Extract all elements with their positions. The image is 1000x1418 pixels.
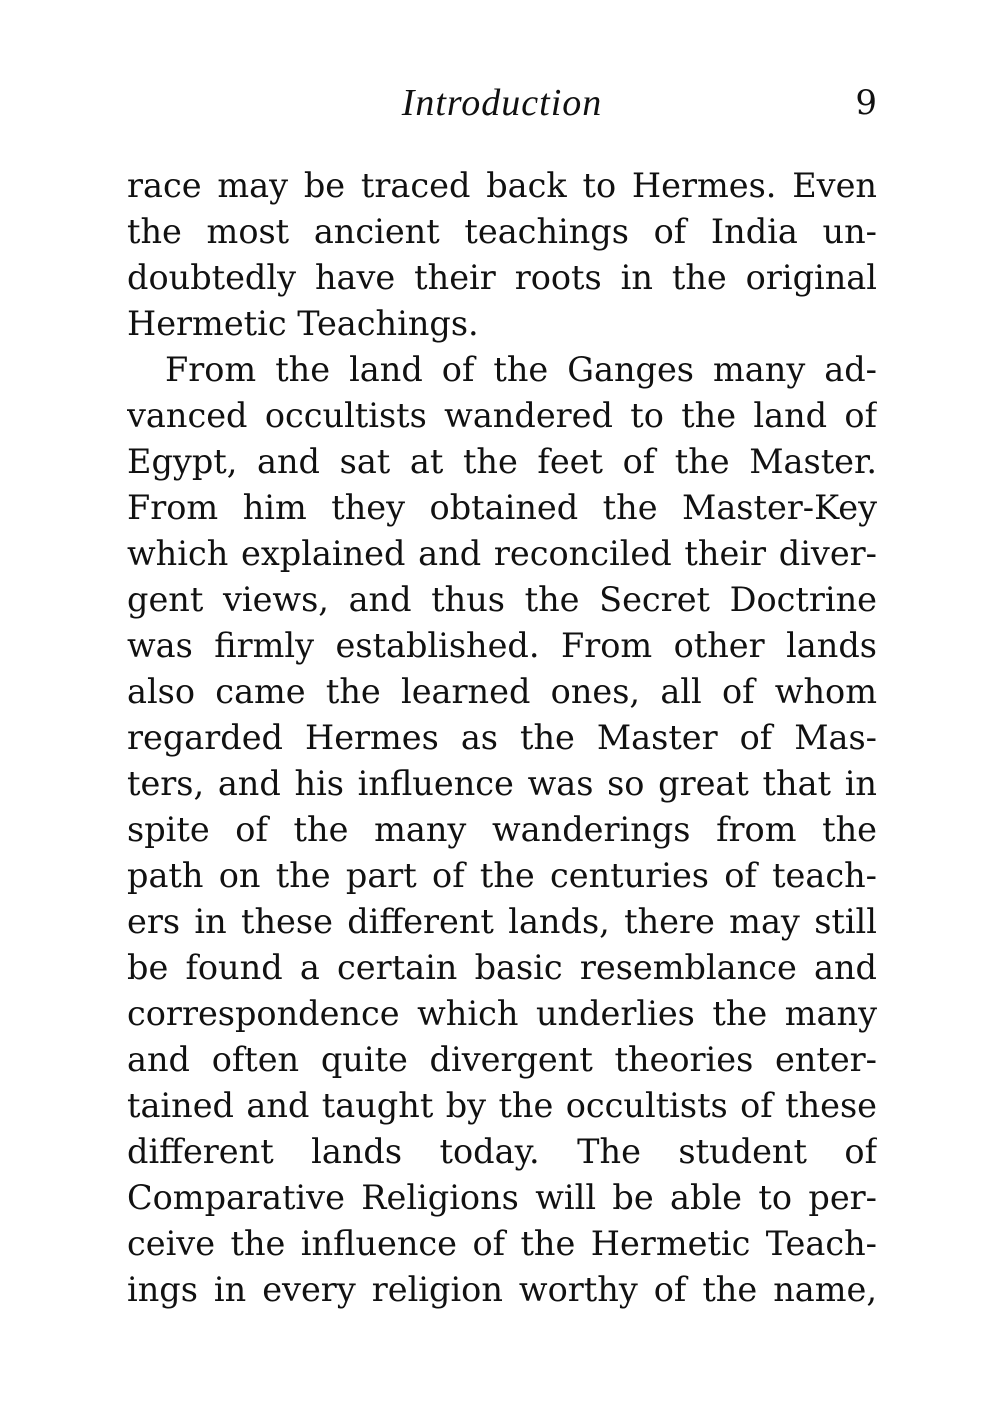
text-line: From the land of the Ganges many ad-: [165, 350, 877, 389]
text-line: spite of the many wanderings from the: [127, 810, 877, 849]
text-line: doubtedly have their roots in the original: [127, 258, 877, 297]
text-line: ers in these different lands, there may still: [127, 902, 877, 941]
text-line: also came the learned ones, all of whom: [127, 672, 877, 711]
text-line: tained and taught by the occultists of these: [127, 1086, 877, 1125]
text-line: the most ancient teachings of India un-: [127, 212, 877, 251]
text-line: From him they obtained the Master-Key: [127, 488, 877, 527]
text-line: gent views, and thus the Secret Doctrine: [127, 580, 877, 619]
text-line: which explained and reconciled their diver-: [127, 534, 877, 573]
text-line: ceive the influence of the Hermetic Teach-: [127, 1224, 877, 1263]
text-line: ters, and his influence was so great that in: [127, 764, 877, 803]
text-line: ings in every religion worthy of the name,: [127, 1270, 877, 1309]
text-line: regarded Hermes as the Master of Mas-: [127, 718, 877, 757]
text-line: and often quite divergent theories enter-: [127, 1040, 877, 1079]
body-text: [127, 163, 877, 1313]
text-line: vanced occultists wandered to the land of: [127, 396, 877, 435]
text-line: was firmly established. From other lands: [127, 626, 877, 665]
text-line: path on the part of the centuries of teach-: [127, 856, 877, 895]
text-line: be found a certain basic resemblance and: [127, 948, 877, 987]
text-line: Hermetic Teachings.: [127, 304, 479, 343]
text-line: different lands today. The student of: [127, 1132, 877, 1171]
text-line: race may be traced back to Hermes. Even: [127, 166, 877, 205]
text-line: Egypt, and sat at the feet of the Master.: [127, 442, 877, 481]
chapter-title: Introduction: [401, 82, 603, 124]
page-number: 9: [855, 83, 877, 123]
running-head: [127, 78, 877, 128]
text-line: correspondence which underlies the many: [127, 994, 877, 1033]
text-line: Comparative Religions will be able to per-: [127, 1178, 877, 1217]
